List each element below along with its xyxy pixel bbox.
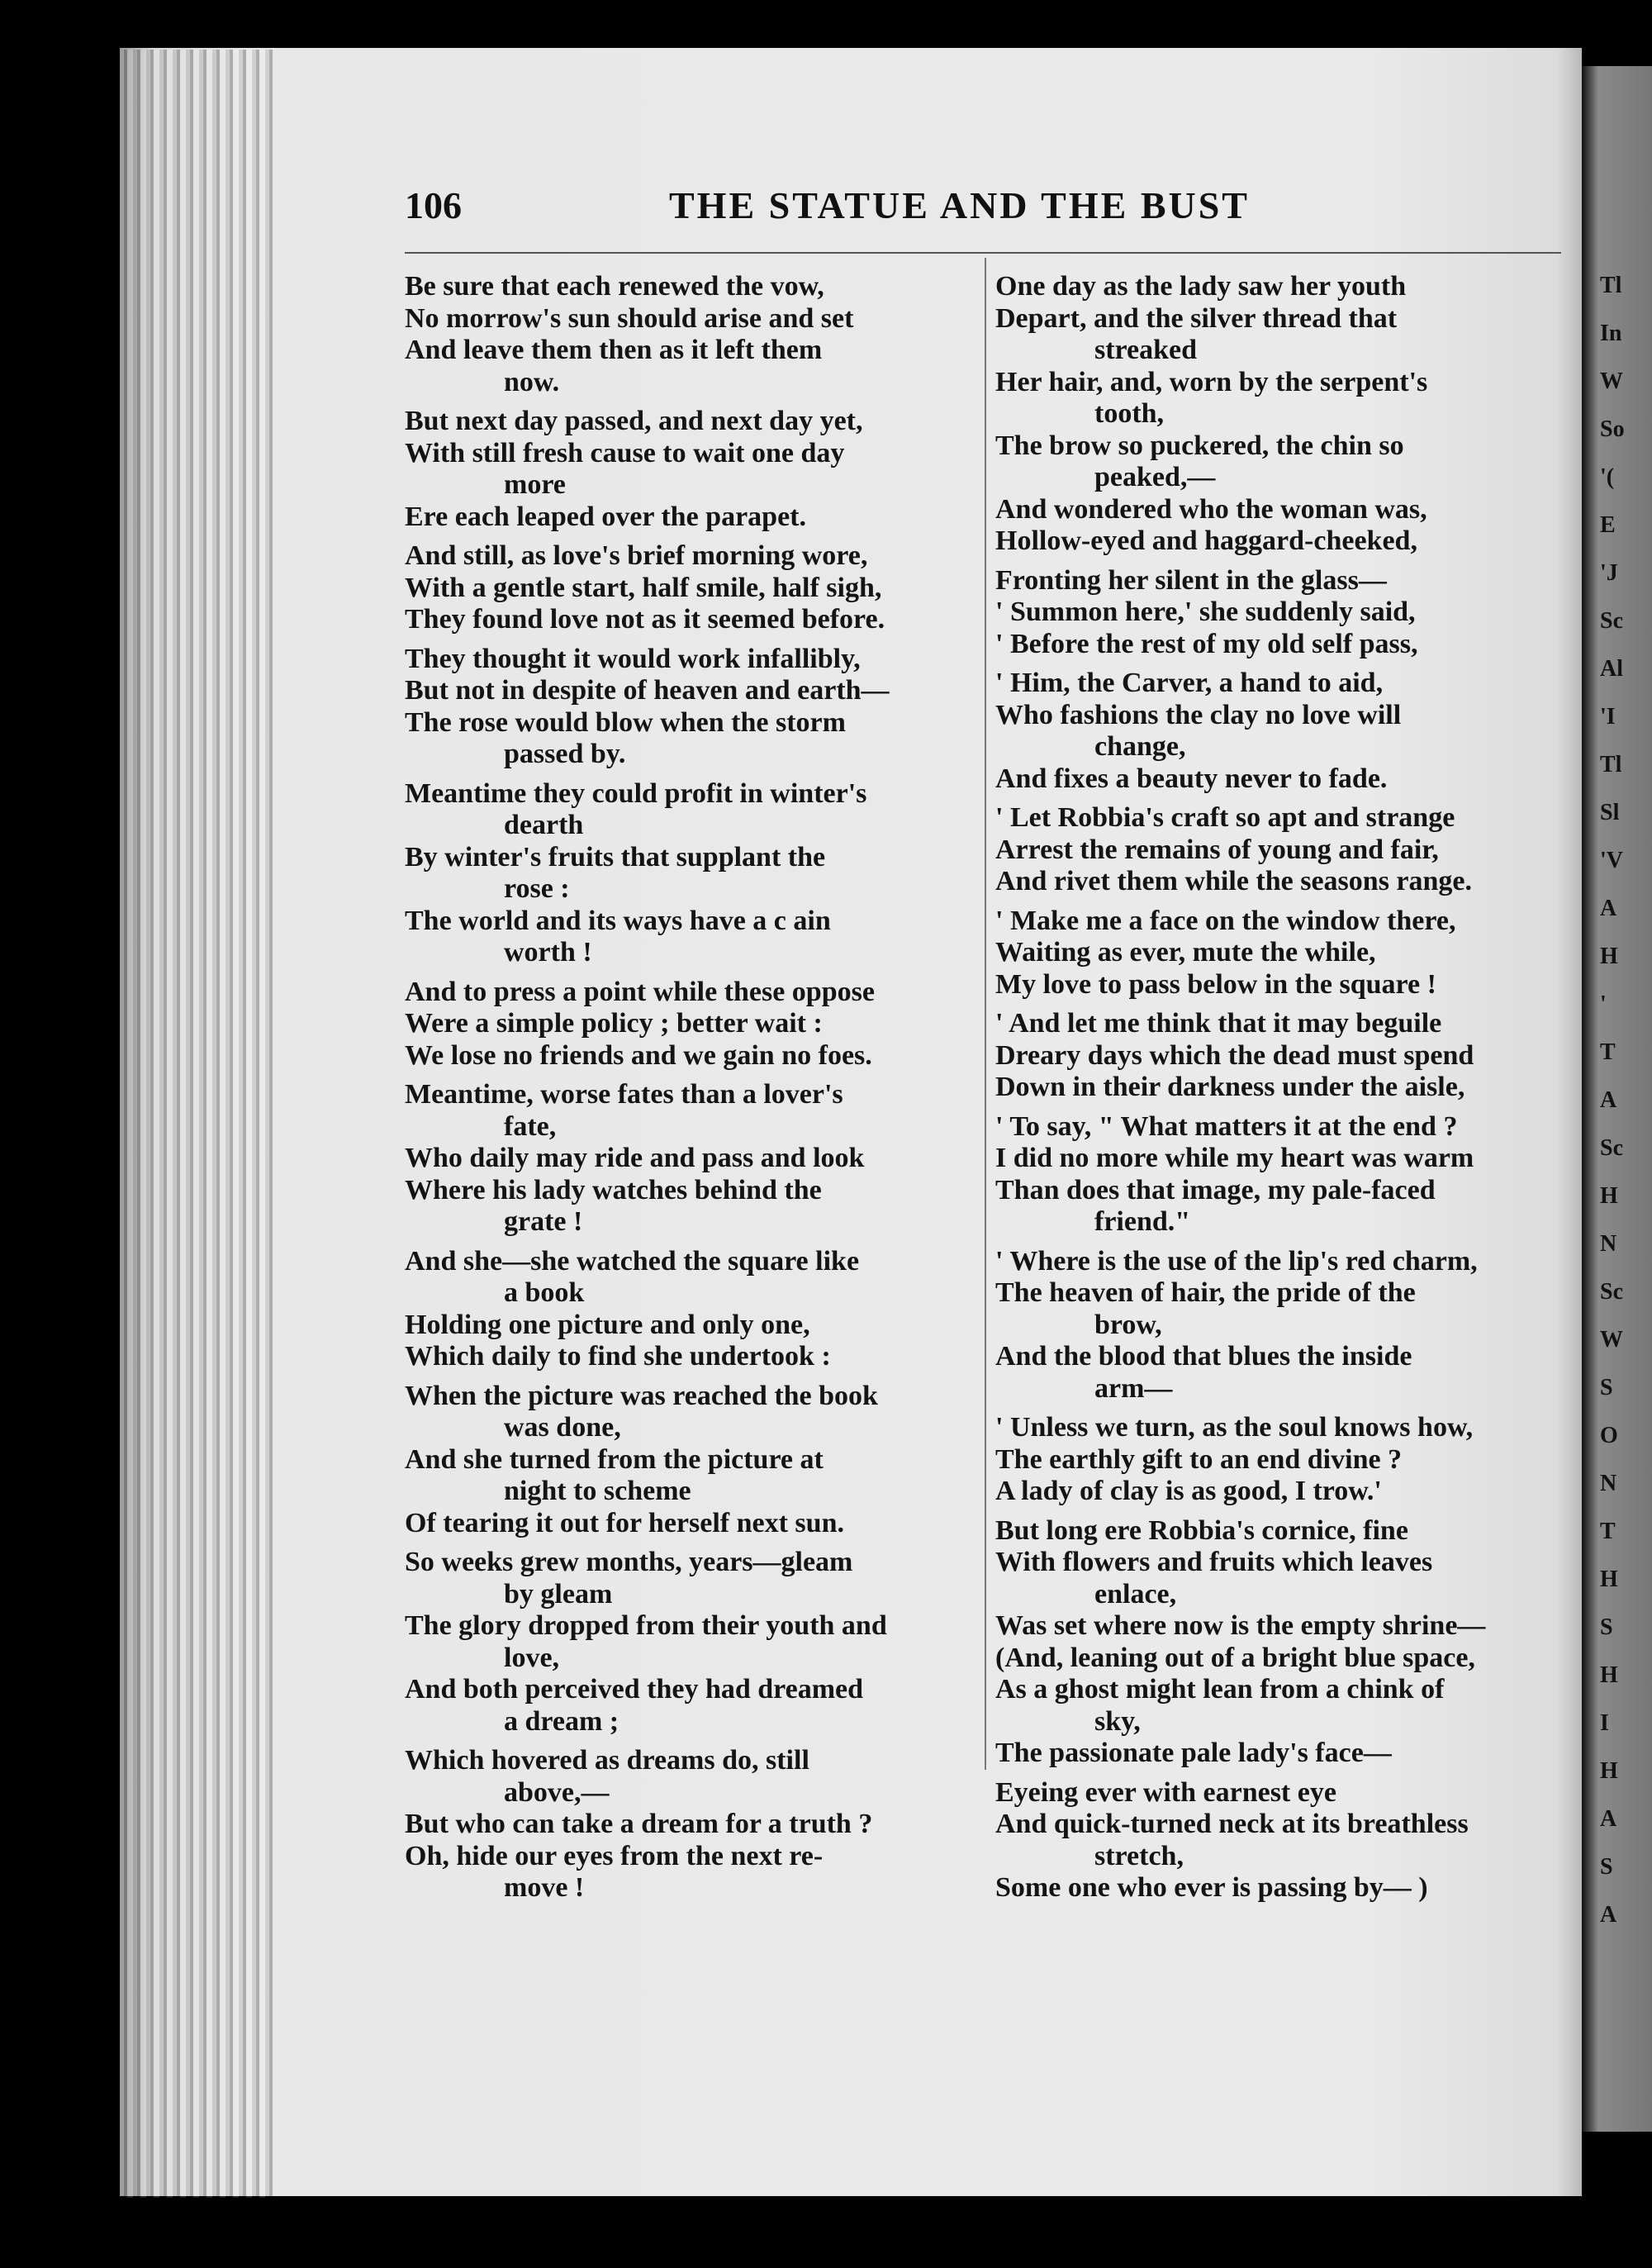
verse-line: Of tearing it out for herself next sun. <box>405 1507 844 1538</box>
verse-line: The heaven of hair, the pride of the <box>995 1277 1416 1308</box>
facing-page-fragment: 'V <box>1600 848 1623 873</box>
verse-line: And both perceived they had dreamed <box>405 1674 864 1705</box>
verse-line: Hollow-eyed and haggard-cheeked, <box>995 525 1417 556</box>
facing-page-fragment: Al <box>1600 656 1623 682</box>
verse-line: change, <box>1094 731 1186 762</box>
verse-line: But who can take a dream for a truth ? <box>405 1809 873 1839</box>
verse-line: Were a simple policy ; better wait : <box>405 1008 823 1039</box>
stanza <box>995 565 1557 661</box>
verse-line: One day as the lady saw her youth <box>995 271 1407 302</box>
verse-line: Meantime, worse fates than a lover's <box>405 1079 843 1110</box>
verse-line: streaked <box>1094 335 1198 365</box>
facing-page-fragment: S <box>1600 1614 1613 1640</box>
verse-line: (And, leaning out of a bright blue space, <box>995 1642 1475 1673</box>
verse-line: As a ghost might lean from a chink of <box>995 1674 1445 1705</box>
facing-page-fragment: 'J <box>1600 560 1618 586</box>
verse-line: And quick-turned neck at its breathless <box>995 1809 1469 1839</box>
verse-line: So weeks grew months, years—gleam <box>405 1547 853 1577</box>
verse-line: With still fresh cause to wait one day <box>405 437 845 468</box>
verse-line: I did no more while my heart was warm <box>995 1143 1474 1173</box>
verse-line: ' Unless we turn, as the soul knows how, <box>995 1412 1474 1443</box>
verse-line: brow, <box>1094 1309 1162 1340</box>
verse-line: And she turned from the picture at <box>405 1443 824 1475</box>
verse-line: stretch, <box>1094 1840 1184 1871</box>
verse-line: But long ere Robbia's cornice, fine <box>995 1514 1408 1546</box>
facing-page-fragment: T <box>1600 1039 1616 1065</box>
facing-page-fragment: S <box>1600 1854 1613 1880</box>
verse-line: Waiting as ever, mute the while, <box>995 937 1376 968</box>
verse-line: ' To say, " What matters it at the end ? <box>995 1110 1458 1142</box>
verse-line: a book <box>504 1277 585 1308</box>
verse-line: The earthly gift to an end divine ? <box>995 1443 1403 1475</box>
header-rule <box>405 252 1561 254</box>
stanza <box>405 1547 975 1738</box>
facing-page-fragment: Tl <box>1600 752 1622 777</box>
facing-page-fragment: Sc <box>1600 1135 1623 1161</box>
verse-line: ' Summon here,' she suddenly said, <box>995 597 1416 627</box>
verse-line: grate ! <box>504 1206 583 1237</box>
stanza <box>995 1246 1557 1405</box>
facing-page-fragment: H <box>1600 1567 1618 1592</box>
stanza <box>995 668 1557 795</box>
verse-line: Was set where now is the empty shrine— <box>995 1610 1486 1641</box>
verse-line: move ! <box>504 1872 585 1903</box>
facing-page-edge <box>1582 66 1652 2132</box>
verse-line: arm— <box>1094 1372 1173 1404</box>
verse-line: peaked,— <box>1094 462 1216 492</box>
facing-page-fragment: N <box>1600 1231 1617 1257</box>
verse-line: Who daily may ride and pass and look <box>405 1143 865 1173</box>
verse-line: And fixes a beauty never to fade. <box>995 763 1388 794</box>
verse-line: My love to pass below in the square ! <box>995 968 1436 1000</box>
verse-line: was done, <box>504 1412 621 1443</box>
stanza <box>995 802 1557 898</box>
poem-column-right <box>995 271 1557 1912</box>
stanza <box>995 1111 1557 1239</box>
verse-line: The passionate pale lady's face— <box>995 1738 1392 1768</box>
facing-page-fragment: H <box>1600 1758 1618 1784</box>
verse-line: With flowers and fruits which leaves <box>995 1547 1433 1577</box>
stanza <box>405 778 975 969</box>
verse-line: dearth <box>504 810 584 840</box>
verse-line: They thought it would work infallibly, <box>405 643 861 674</box>
facing-page-fragment: W <box>1600 1327 1623 1353</box>
facing-page-fragment: H <box>1600 944 1618 969</box>
facing-page-fragment: Sc <box>1600 608 1623 634</box>
facing-page-fragment: H <box>1600 1183 1618 1209</box>
verse-line: And leave them then as it left them <box>405 335 823 365</box>
facing-page-fragment: Sc <box>1600 1279 1623 1305</box>
facing-page-fragment: N <box>1600 1471 1617 1496</box>
verse-line: Depart, and the silver thread that <box>995 302 1398 334</box>
verse-line: night to scheme <box>504 1476 691 1506</box>
verse-line: ' Before the rest of my old self pass, <box>995 628 1418 659</box>
verse-line: Fronting her silent in the glass— <box>995 564 1387 596</box>
stanza <box>405 977 975 1072</box>
verse-line: Ere each leaped over the parapet. <box>405 501 806 532</box>
verse-line: fate, <box>504 1110 557 1142</box>
facing-page-fragment: ' <box>1600 991 1607 1017</box>
facing-page-fragment: A <box>1600 896 1617 921</box>
verse-line: more <box>504 469 566 500</box>
verse-line: Who fashions the clay no love will <box>995 699 1402 730</box>
verse-line: But not in despite of heaven and earth— <box>405 675 890 706</box>
verse-line: And wondered who the woman was, <box>995 493 1427 525</box>
verse-line: ' Make me a face on the window there, <box>995 905 1456 936</box>
verse-line: enlace, <box>1094 1578 1177 1609</box>
verse-line: Down in their darkness under the aisle, <box>995 1072 1465 1102</box>
verse-line: rose : <box>504 873 570 904</box>
stanza <box>995 1777 1557 1904</box>
facing-page-fragment: Tl <box>1600 273 1622 298</box>
verse-line: And rivet them while the seasons range. <box>995 866 1473 896</box>
facing-page-fragment: E <box>1600 512 1616 538</box>
verse-line: Her hair, and, worn by the serpent's <box>995 366 1428 397</box>
verse-line: And still, as love's brief morning wore, <box>405 540 868 571</box>
facing-page-fragment: A <box>1600 1902 1617 1928</box>
facing-page-fragment: '( <box>1600 464 1615 490</box>
stanza <box>405 406 975 533</box>
verse-line: No morrow's sun should arise and set <box>405 302 854 334</box>
facing-page-fragment: O <box>1600 1423 1618 1448</box>
verse-line: friend." <box>1094 1206 1191 1237</box>
stanza <box>995 906 1557 1001</box>
verse-line: above,— <box>504 1776 610 1808</box>
verse-line: Holding one picture and only one, <box>405 1309 810 1340</box>
verse-line: The world and its ways have a c ain <box>405 905 831 936</box>
verse-line: Which hovered as dreams do, still <box>405 1745 809 1776</box>
verse-line: But next day passed, and next day yet, <box>405 406 863 436</box>
verse-line: ' Let Robbia's craft so apt and strange <box>995 802 1455 833</box>
verse-line: love, <box>504 1642 560 1673</box>
verse-line: passed by. <box>504 739 626 769</box>
stanza <box>995 1008 1557 1104</box>
verse-line: sky, <box>1094 1705 1141 1737</box>
facing-page-fragment: S <box>1600 1375 1613 1400</box>
verse-line: Than does that image, my pale-faced <box>995 1174 1436 1205</box>
verse-line: worth ! <box>504 937 592 968</box>
verse-line: ' And let me think that it may beguile <box>995 1008 1442 1039</box>
facing-page-fragment: A <box>1600 1806 1617 1832</box>
stanza <box>405 1381 975 1540</box>
page-number: 106 <box>405 184 462 226</box>
facing-page-fragment: I <box>1600 1710 1609 1736</box>
stanza <box>405 1079 975 1239</box>
facing-page-fragment: A <box>1600 1087 1617 1113</box>
verse-line: A lady of clay is as good, I trow.' <box>995 1476 1382 1506</box>
facing-page-fragment: 'I <box>1600 704 1616 730</box>
stanza <box>405 644 975 771</box>
verse-line: Which daily to find she undertook : <box>405 1341 831 1372</box>
verse-line: Arrest the remains of young and fair, <box>995 834 1439 865</box>
facing-page-fragment: In <box>1600 321 1622 346</box>
stanza <box>995 1412 1557 1508</box>
verse-line: We lose no friends and we gain no foes. <box>405 1039 872 1071</box>
page-binding-edge <box>124 50 273 2198</box>
verse-line: They found love not as it seemed before. <box>405 604 885 635</box>
verse-line: When the picture was reached the book <box>405 1380 878 1411</box>
facing-page-fragment: H <box>1600 1662 1618 1688</box>
facing-page-fragment: W <box>1600 368 1623 394</box>
page-header <box>405 183 1561 241</box>
poem-column-left <box>405 271 975 1912</box>
verse-line: now. <box>504 366 560 397</box>
verse-line: Where his lady watches behind the <box>405 1174 822 1205</box>
facing-page-fragment: So <box>1600 416 1625 442</box>
facing-page-fragment: T <box>1600 1519 1616 1544</box>
verse-line: a dream ; <box>504 1705 620 1737</box>
verse-line: Oh, hide our eyes from the next re- <box>405 1840 824 1871</box>
verse-line: The rose would blow when the storm <box>405 706 846 738</box>
verse-line: ' Where is the use of the lip's red charm, <box>995 1245 1478 1277</box>
verse-line: Dreary days which the dead must spend <box>995 1039 1474 1071</box>
verse-line: tooth, <box>1094 398 1165 429</box>
verse-line: The glory dropped from their youth and <box>405 1610 887 1641</box>
verse-line: The brow so puckered, the chin so <box>995 430 1404 461</box>
verse-line: With a gentle start, half smile, half sigh, <box>405 572 882 603</box>
stanza <box>405 540 975 636</box>
verse-line: by gleam <box>504 1578 613 1609</box>
verse-line: Meantime they could profit in winter's <box>405 777 867 809</box>
stanza <box>405 1246 975 1373</box>
verse-line: And to press a point while these oppose <box>405 976 875 1007</box>
column-divider <box>985 258 986 1770</box>
verse-line: And she—she watched the square like <box>405 1245 860 1277</box>
verse-line: ' Him, the Carver, a hand to aid, <box>995 668 1384 698</box>
verse-line: Be sure that each renewed the vow, <box>405 271 824 302</box>
stanza <box>405 271 975 398</box>
verse-line: By winter's fruits that supplant the <box>405 841 826 872</box>
verse-line: And the blood that blues the inside <box>995 1341 1412 1372</box>
facing-page-fragment: Sl <box>1600 800 1620 825</box>
stanza <box>995 271 1557 558</box>
stanza <box>995 1515 1557 1770</box>
stanza <box>405 1745 975 1904</box>
running-title: THE STATUE AND THE BUST <box>669 184 1250 226</box>
verse-line: Eyeing ever with earnest eye <box>995 1776 1336 1808</box>
verse-line: Some one who ever is passing by— ) <box>995 1872 1428 1903</box>
